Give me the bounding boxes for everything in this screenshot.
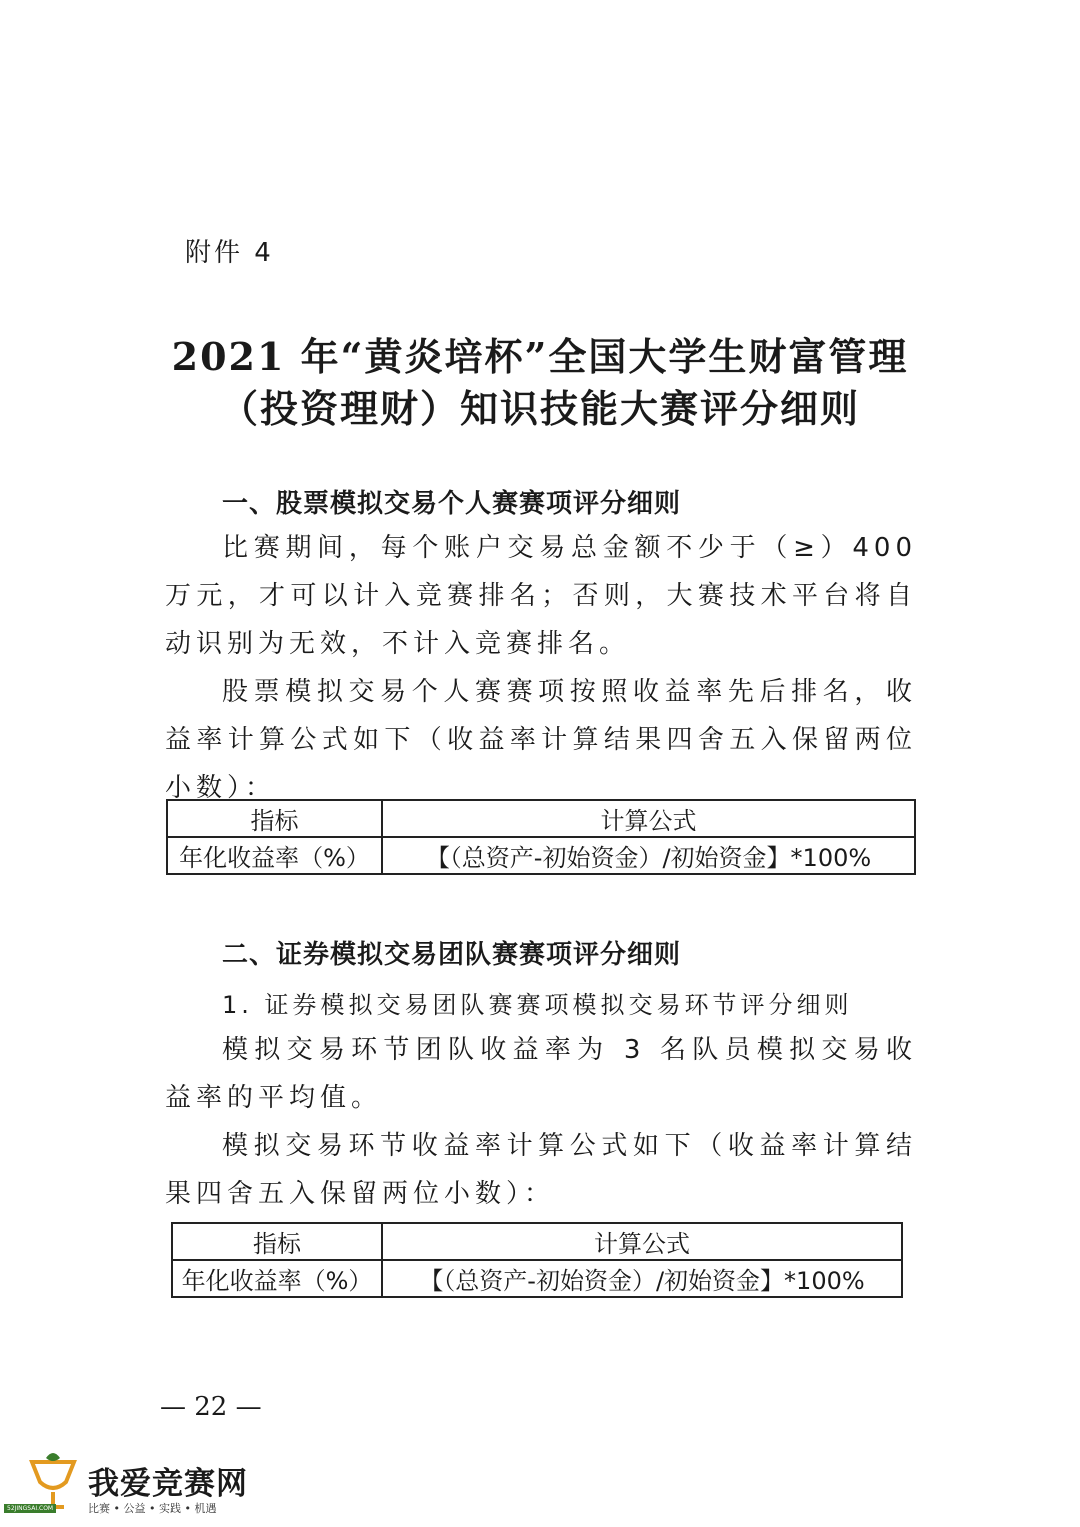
watermark-tagline: 比赛 • 公益 • 实践 • 机遇 [88,1502,217,1515]
document-title-line2: （投资理财）知识技能大赛评分细则 [219,386,860,431]
section2-paragraph2: 模拟交易环节收益率计算公式如下（收益率计算结果四舍五入保留两位小数）： [165,1131,917,1209]
table-cell-indicator: 年化收益率（%） [167,837,382,874]
table-cell-formula: 【（总资产-初始资金）/初始资金】*100% [382,837,915,874]
table-row [167,837,915,874]
page-number: — 22 — [160,1392,262,1422]
table-header-formula: 计算公式 [382,1223,902,1260]
table-cell-formula: 【（总资产-初始资金）/初始资金】*100% [382,1260,902,1297]
section1-formula-table [166,799,916,875]
table-row [172,1260,902,1297]
table-header-formula: 计算公式 [382,800,915,837]
section1-paragraph1: 比赛期间，每个账户交易总金额不少于（≥）400 万元，才可以计入竞赛排名；否则，大赛技术平台将自动识别为无效，不计入竞赛排名。 [165,533,917,659]
table-header-row [167,800,915,837]
section2-subheading: 1. 证券模拟交易团队赛赛项模拟交易环节评分细则 [222,991,853,1019]
section2-heading: 二、证券模拟交易团队赛赛项评分细则 [222,940,682,970]
section2-paragraph1: 模拟交易环节团队收益率为 3 名队员模拟交易收益率的平均值。 [165,1035,917,1113]
document-title-line1: 2021 年“黄炎培杯”全国大学生财富管理 [171,334,909,379]
section2-body [165,1026,917,1218]
attachment-label: 附件 4 [185,238,274,268]
table-header-row [172,1223,902,1260]
section1-paragraph2: 股票模拟交易个人赛赛项按照收益率先后排名，收益率计算公式如下（收益率计算结果四舍五入保留两位小数）： [165,677,917,803]
watermark-name: 我爱竞赛网 [88,1466,248,1502]
section2-formula-table [171,1222,903,1298]
table-header-indicator: 指标 [172,1223,382,1260]
watermark-url: 52JINGSAI.COM [4,1504,56,1513]
section1-body [165,524,917,812]
table-header-indicator: 指标 [167,800,382,837]
table-cell-indicator: 年化收益率（%） [172,1260,382,1297]
section1-heading: 一、股票模拟交易个人赛赛项评分细则 [222,489,682,519]
